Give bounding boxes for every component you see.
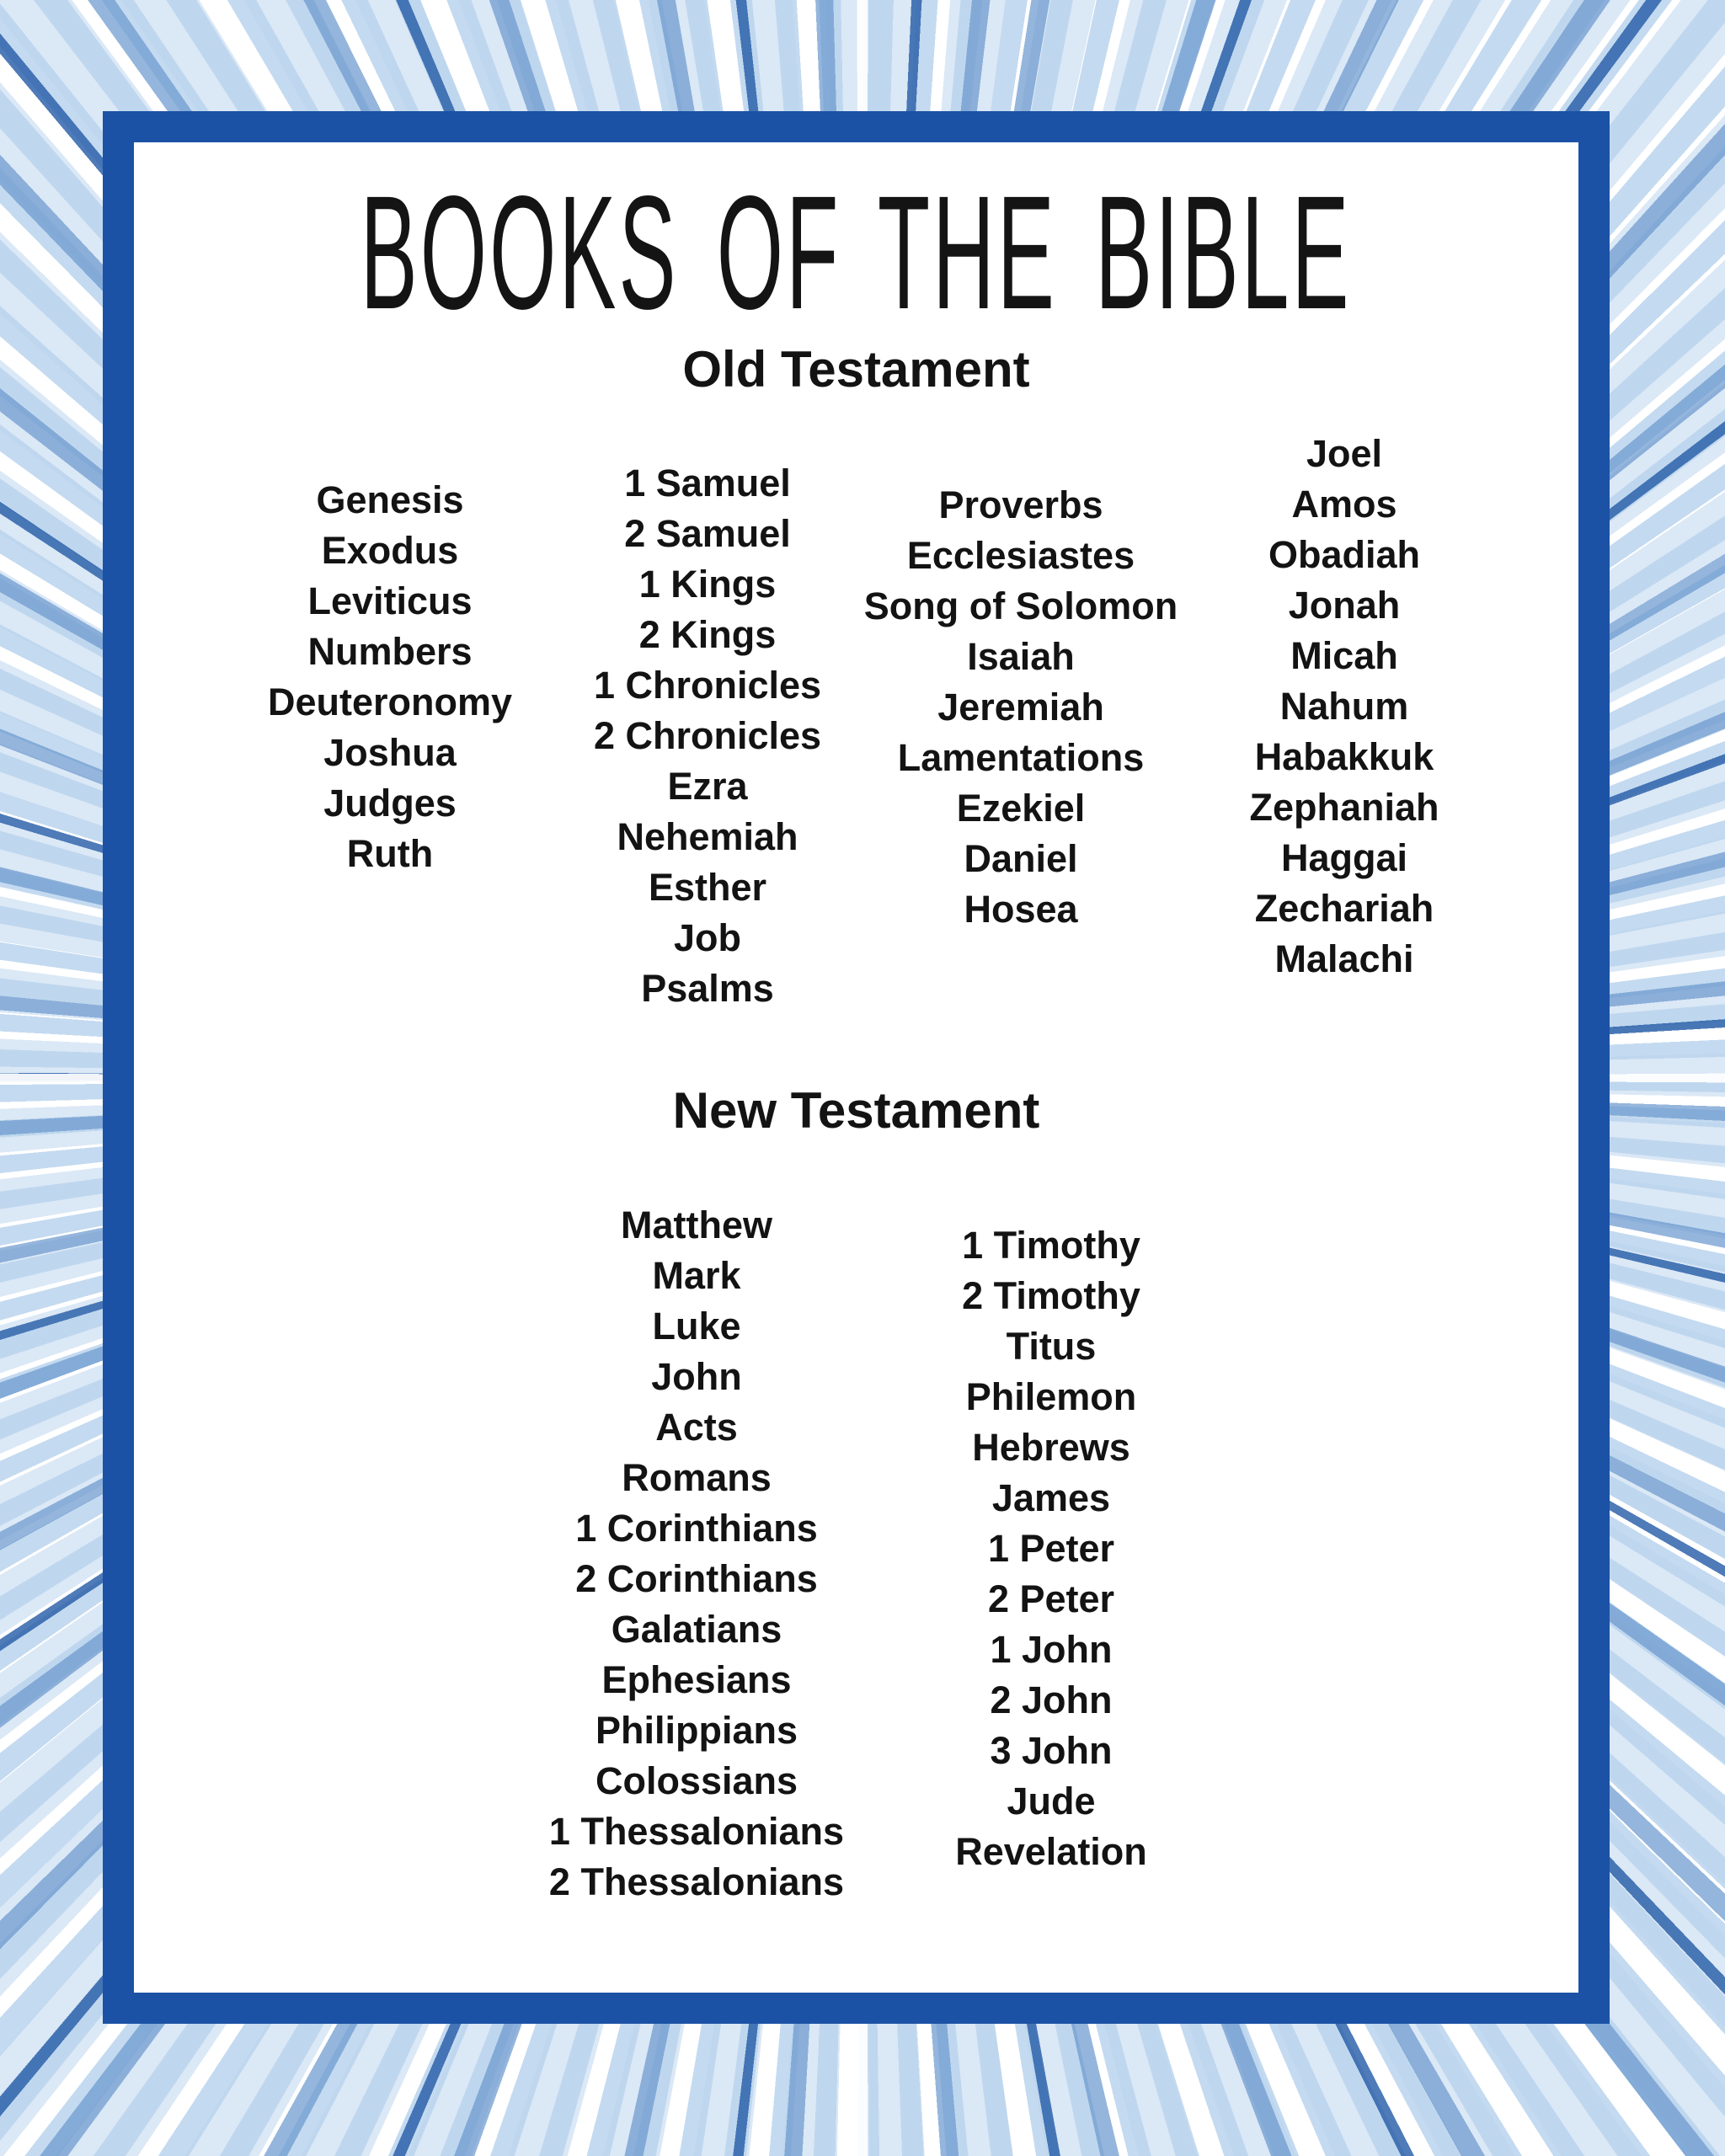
book-item: Titus	[1006, 1325, 1097, 1368]
book-item: Joshua	[323, 731, 457, 774]
book-item: Hebrews	[972, 1426, 1130, 1469]
book-item: Obadiah	[1268, 533, 1421, 576]
old-testament-column-2	[594, 458, 821, 1014]
book-item: Isaiah	[967, 635, 1075, 678]
book-item: 3 John	[990, 1729, 1113, 1772]
book-item: 1 Timothy	[962, 1224, 1140, 1267]
book-item: Ezra	[667, 765, 748, 808]
book-item: 1 Thessalonians	[548, 1810, 845, 1853]
page-title	[134, 161, 1578, 343]
book-item: Daniel	[964, 837, 1078, 880]
book-item: Matthew	[620, 1203, 772, 1246]
book-item: Jude	[1007, 1780, 1096, 1822]
old-testament-column-1	[268, 475, 512, 879]
old-testament-heading: Old Testament	[682, 341, 1030, 398]
book-item: Haggai	[1280, 836, 1408, 879]
book-item: Nehemiah	[617, 815, 798, 858]
book-item: Exodus	[321, 529, 459, 572]
book-item: Philemon	[965, 1375, 1137, 1418]
book-item: James	[991, 1476, 1111, 1519]
book-item: 2 John	[990, 1678, 1113, 1721]
book-item: Romans	[622, 1456, 772, 1499]
book-item: Jeremiah	[937, 686, 1104, 728]
book-item: Joel	[1306, 432, 1383, 475]
book-item: 1 Kings	[638, 563, 777, 606]
book-item: Acts	[655, 1406, 738, 1449]
book-item: 1 John	[990, 1628, 1113, 1671]
book-item: 1 Corinthians	[575, 1507, 818, 1550]
book-item: 1 Chronicles	[593, 664, 822, 707]
book-item: Judges	[323, 782, 457, 825]
book-item: 2 Timothy	[962, 1274, 1140, 1317]
poster-frame	[103, 111, 1610, 2024]
book-item: Malachi	[1274, 937, 1414, 980]
old-testament-column-4	[1249, 429, 1439, 985]
book-item: Genesis	[316, 478, 464, 521]
book-item: Esther	[648, 866, 767, 909]
book-item: Ephesians	[601, 1658, 792, 1701]
book-item: 2 Thessalonians	[548, 1860, 845, 1903]
page-title-text: BOOKS OF THE BIBLE	[360, 161, 1352, 343]
book-item: Deuteronomy	[267, 680, 513, 723]
book-item: Jonah	[1288, 584, 1401, 627]
old-testament-column-3	[864, 480, 1178, 935]
book-item: Job	[673, 916, 741, 959]
book-item: Amos	[1291, 483, 1397, 526]
book-item: Mark	[652, 1254, 741, 1297]
book-item: Lamentations	[897, 736, 1145, 779]
book-item: Zephaniah	[1249, 786, 1439, 829]
new-testament-column-1	[549, 1200, 844, 1908]
new-testament-heading: New Testament	[672, 1082, 1040, 1139]
new-testament-column-2	[955, 1220, 1147, 1877]
book-item: Ecclesiastes	[906, 534, 1135, 577]
book-item: 2 Corinthians	[575, 1557, 818, 1600]
book-item: Galatians	[611, 1608, 782, 1651]
book-item: Song of Solomon	[863, 584, 1178, 627]
book-item: Habakkuk	[1254, 735, 1434, 778]
book-item: Micah	[1290, 634, 1398, 677]
book-item: 1 Samuel	[624, 462, 791, 504]
book-item: 2 Chronicles	[593, 714, 822, 757]
book-item: Numbers	[307, 630, 473, 673]
book-item: 2 Peter	[987, 1577, 1115, 1620]
book-item: Luke	[652, 1305, 741, 1348]
book-item: Colossians	[595, 1759, 798, 1802]
book-item: Psalms	[641, 967, 774, 1010]
book-item: Leviticus	[307, 579, 473, 622]
book-item: Philippians	[595, 1709, 798, 1752]
book-item: 2 Kings	[638, 613, 777, 656]
book-item: John	[651, 1355, 742, 1398]
book-item: 1 Peter	[987, 1527, 1115, 1570]
book-item: 2 Samuel	[624, 512, 791, 555]
book-item: Zechariah	[1254, 887, 1434, 930]
book-item: Hosea	[964, 888, 1078, 931]
book-item: Nahum	[1279, 685, 1409, 728]
book-item: Revelation	[955, 1830, 1147, 1873]
book-item: Ruth	[346, 832, 434, 875]
book-item: Ezekiel	[956, 787, 1086, 830]
book-item: Proverbs	[938, 483, 1103, 526]
